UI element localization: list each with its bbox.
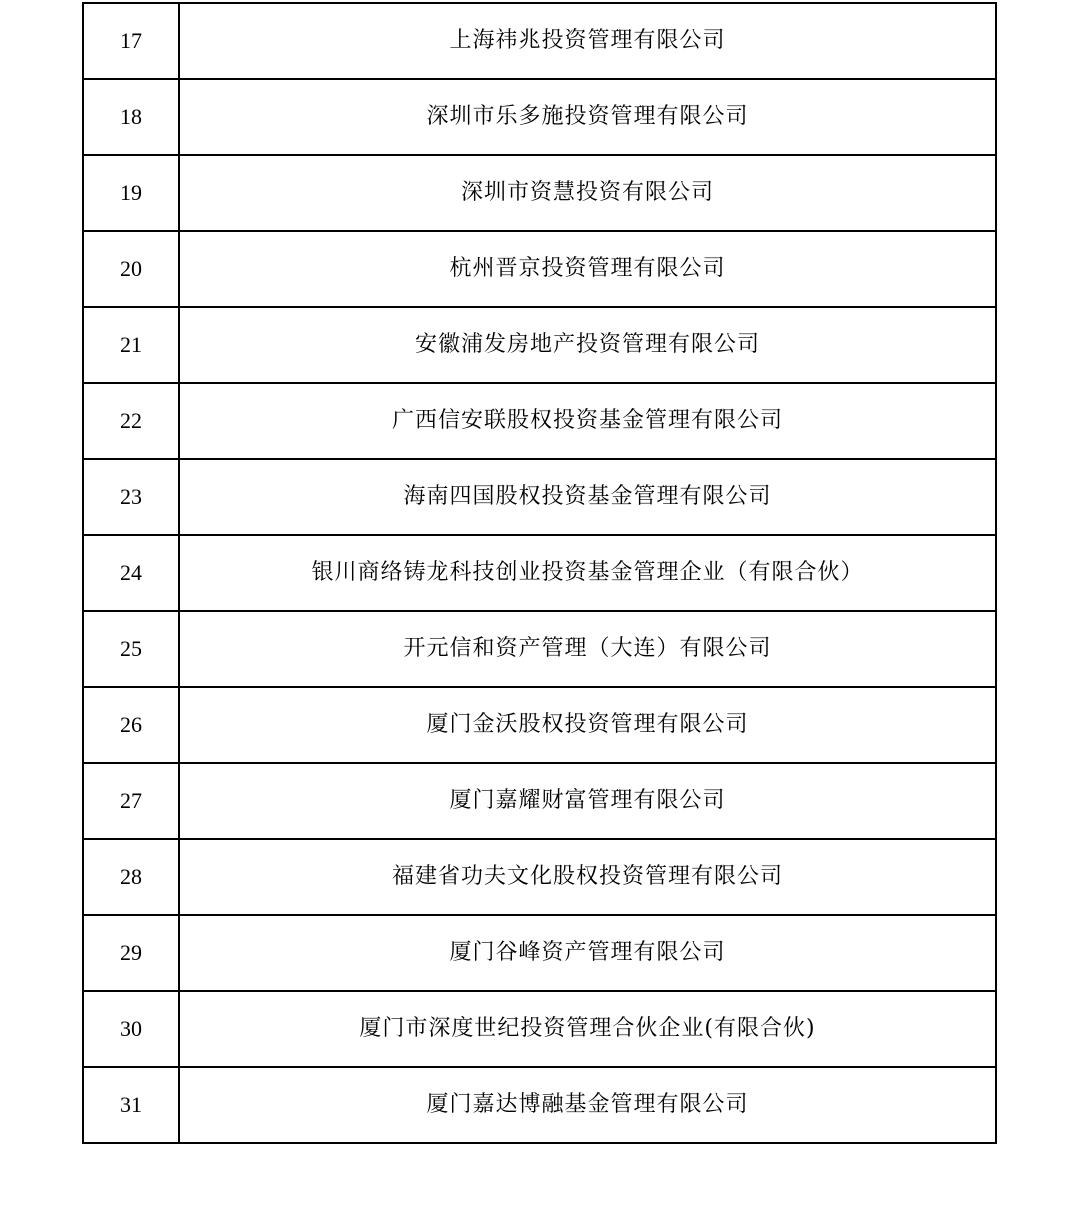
table-row <box>83 687 996 763</box>
company-name-cell: 福建省功夫文化股权投资管理有限公司 <box>179 839 996 915</box>
table-row <box>83 459 996 535</box>
row-number-cell: 25 <box>83 611 179 687</box>
table-row <box>83 839 996 915</box>
company-name-cell: 厦门嘉耀财富管理有限公司 <box>179 763 996 839</box>
row-number-cell: 20 <box>83 231 179 307</box>
company-name-cell: 厦门嘉达博融基金管理有限公司 <box>179 1067 996 1143</box>
table-row <box>83 1067 996 1143</box>
row-number-cell: 26 <box>83 687 179 763</box>
company-name-cell: 厦门金沃股权投资管理有限公司 <box>179 687 996 763</box>
table-row <box>83 231 996 307</box>
table-row <box>83 535 996 611</box>
table-row <box>83 3 996 79</box>
table-row <box>83 383 996 459</box>
table-row <box>83 991 996 1067</box>
row-number-cell: 22 <box>83 383 179 459</box>
company-name-cell: 广西信安联股权投资基金管理有限公司 <box>179 383 996 459</box>
company-name-cell: 厦门市深度世纪投资管理合伙企业(有限合伙) <box>179 991 996 1067</box>
table-row <box>83 155 996 231</box>
table-row <box>83 763 996 839</box>
table-row <box>83 915 996 991</box>
company-list-table <box>82 2 997 1144</box>
company-name-cell: 安徽浦发房地产投资管理有限公司 <box>179 307 996 383</box>
company-name-cell: 海南四国股权投资基金管理有限公司 <box>179 459 996 535</box>
row-number-cell: 19 <box>83 155 179 231</box>
company-name-cell: 深圳市乐多施投资管理有限公司 <box>179 79 996 155</box>
company-name-cell: 杭州晋京投资管理有限公司 <box>179 231 996 307</box>
row-number-cell: 21 <box>83 307 179 383</box>
table-row <box>83 611 996 687</box>
company-table-body <box>83 3 996 1143</box>
row-number-cell: 31 <box>83 1067 179 1143</box>
table-row <box>83 79 996 155</box>
company-name-cell: 厦门谷峰资产管理有限公司 <box>179 915 996 991</box>
row-number-cell: 29 <box>83 915 179 991</box>
company-name-cell: 开元信和资产管理（大连）有限公司 <box>179 611 996 687</box>
company-name-cell: 深圳市资慧投资有限公司 <box>179 155 996 231</box>
table-row <box>83 307 996 383</box>
row-number-cell: 30 <box>83 991 179 1067</box>
row-number-cell: 28 <box>83 839 179 915</box>
row-number-cell: 18 <box>83 79 179 155</box>
company-name-cell: 上海祎兆投资管理有限公司 <box>179 3 996 79</box>
row-number-cell: 27 <box>83 763 179 839</box>
row-number-cell: 24 <box>83 535 179 611</box>
row-number-cell: 17 <box>83 3 179 79</box>
company-name-cell: 银川商络铸龙科技创业投资基金管理企业（有限合伙） <box>179 535 996 611</box>
row-number-cell: 23 <box>83 459 179 535</box>
